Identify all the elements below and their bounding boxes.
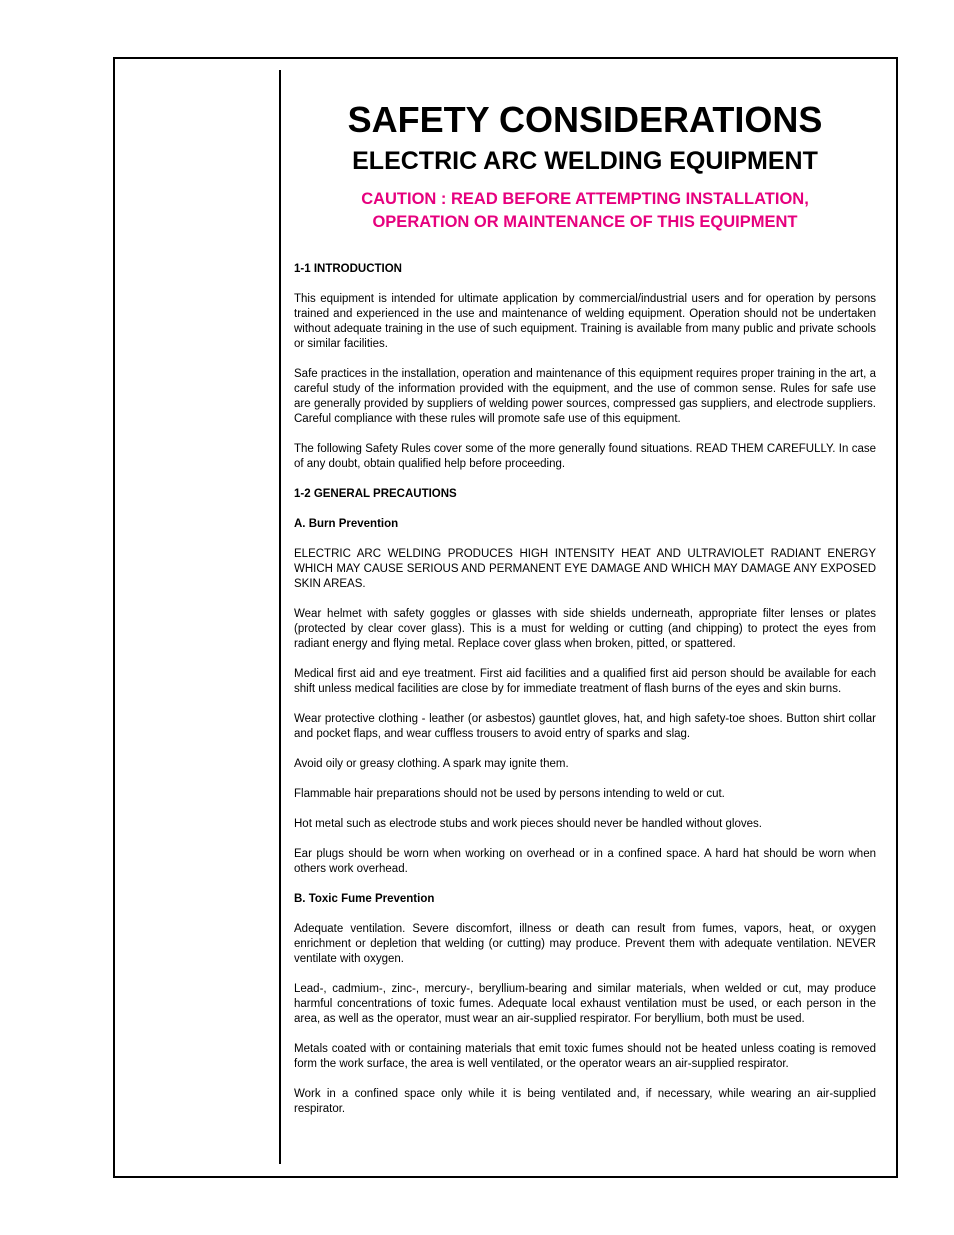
toxic-paragraph-3: Metals coated with or containing materials that emit toxic fumes should not be heated unless coating is removed form the work surface, the area is well ventilated, or the operator wears an air-supplied respirator. — [294, 1043, 876, 1070]
burn-paragraph-6: Flammable hair preparations should not be used by persons intending to weld or cut. — [294, 788, 725, 800]
page-title: SAFETY CONSIDERATIONS — [347, 99, 823, 140]
section-heading-introduction: 1-1 INTRODUCTION — [294, 263, 402, 275]
caution-notice — [294, 188, 876, 234]
burn-paragraph-7: Hot metal such as electrode stubs and work pieces should never be handled without gloves. — [294, 818, 762, 830]
section-heading-general-precautions: 1-2 GENERAL PRECAUTIONS — [294, 488, 457, 500]
burn-paragraph-3: Medical first aid and eye treatment. First aid facilities and a qualified first aid person should be available for each shift unless medical facilities are close by for immediate treatment of flash burns of the eyes and skin burns. — [294, 668, 876, 695]
intro-paragraph-1: This equipment is intended for ultimate application by commercial/industrial users and for operation by persons trained and experienced in the use and maintenance of welding equipment. Operation should not be undertaken without adequate training in the use of such equipment. Training is available from many public and private schools or similar facilities. — [294, 293, 876, 350]
burn-paragraph-1: ELECTRIC ARC WELDING PRODUCES HIGH INTENSITY HEAT AND ULTRAVIOLET RADIANT ENERGY WHICH MAY CAUSE SERIOUS AND PERMANENT EYE DAMAGE AND WHICH MAY DAMAGE ANY EXPOSED SKIN AREAS. — [294, 548, 876, 590]
intro-paragraph-3: The following Safety Rules cover some of the more generally found situations. READ THEM CAREFULLY. In case of any doubt, obtain qualified help before proceeding. — [294, 443, 876, 470]
burn-paragraph-4: Wear protective clothing - leather (or asbestos) gauntlet gloves, hat, and high safety-toe shoes. Button shirt collar and pocket flaps, and wear cuffless trousers to avoid entry of sparks and slag. — [294, 713, 876, 740]
toxic-paragraph-1: Adequate ventilation. Severe discomfort, illness or death can result from fumes, vapors, heat, or oxygen enrichment or depletion that welding (or cutting) may produce. Prevent them with adequate ventilation. NEVER ventilate with oxygen. — [294, 923, 876, 965]
toxic-paragraph-4: Work in a confined space only while it is being ventilated and, if necessary, while wearing an air-supplied respirator. — [294, 1088, 876, 1115]
burn-paragraph-2: Wear helmet with safety goggles or glasses with side shields underneath, appropriate filter lenses or plates (protected by clear cover glass). This is a must for welding or cutting (and chipping) to protect the eyes from radiant energy and flying metal. Replace cover glass when broken, pitted, or spattered. — [294, 608, 876, 650]
margin-rule — [279, 70, 281, 1164]
page-subtitle: ELECTRIC ARC WELDING EQUIPMENT — [352, 147, 818, 175]
subsection-heading-burn-prevention: A. Burn Prevention — [294, 518, 399, 530]
intro-paragraph-2: Safe practices in the installation, operation and maintenance of this equipment requires proper training in the art, a careful study of the information provided with the equipment, and the use of common sense. Rules for safe use are generally provided by suppliers of welding power sources, compressed gas suppliers, and electrode suppliers. Careful compliance with these rules will promote safe use of this equipment. — [294, 368, 876, 425]
caution-line-1: CAUTION : READ BEFORE ATTEMPTING INSTALLATION, — [361, 190, 809, 208]
caution-line-2: OPERATION OR MAINTENANCE OF THIS EQUIPMENT — [372, 213, 798, 231]
burn-paragraph-8: Ear plugs should be worn when working on overhead or in a confined space. A hard hat should be worn when others work overhead. — [294, 848, 876, 875]
toxic-paragraph-2: Lead-, cadmium-, zinc-, mercury-, beryllium-bearing and similar materials, when welded or cut, may produce harmful concentrations of toxic fumes. Adequate local exhaust ventilation must be used, or each person in the area, as well as the operator, must wear an air-supplied respirator. For beryllium, both must be used. — [294, 983, 876, 1025]
subsection-heading-toxic-fume-prevention: B. Toxic Fume Prevention — [294, 893, 435, 905]
page-content — [294, 98, 876, 1117]
burn-paragraph-5: Avoid oily or greasy clothing. A spark may ignite them. — [294, 758, 569, 770]
